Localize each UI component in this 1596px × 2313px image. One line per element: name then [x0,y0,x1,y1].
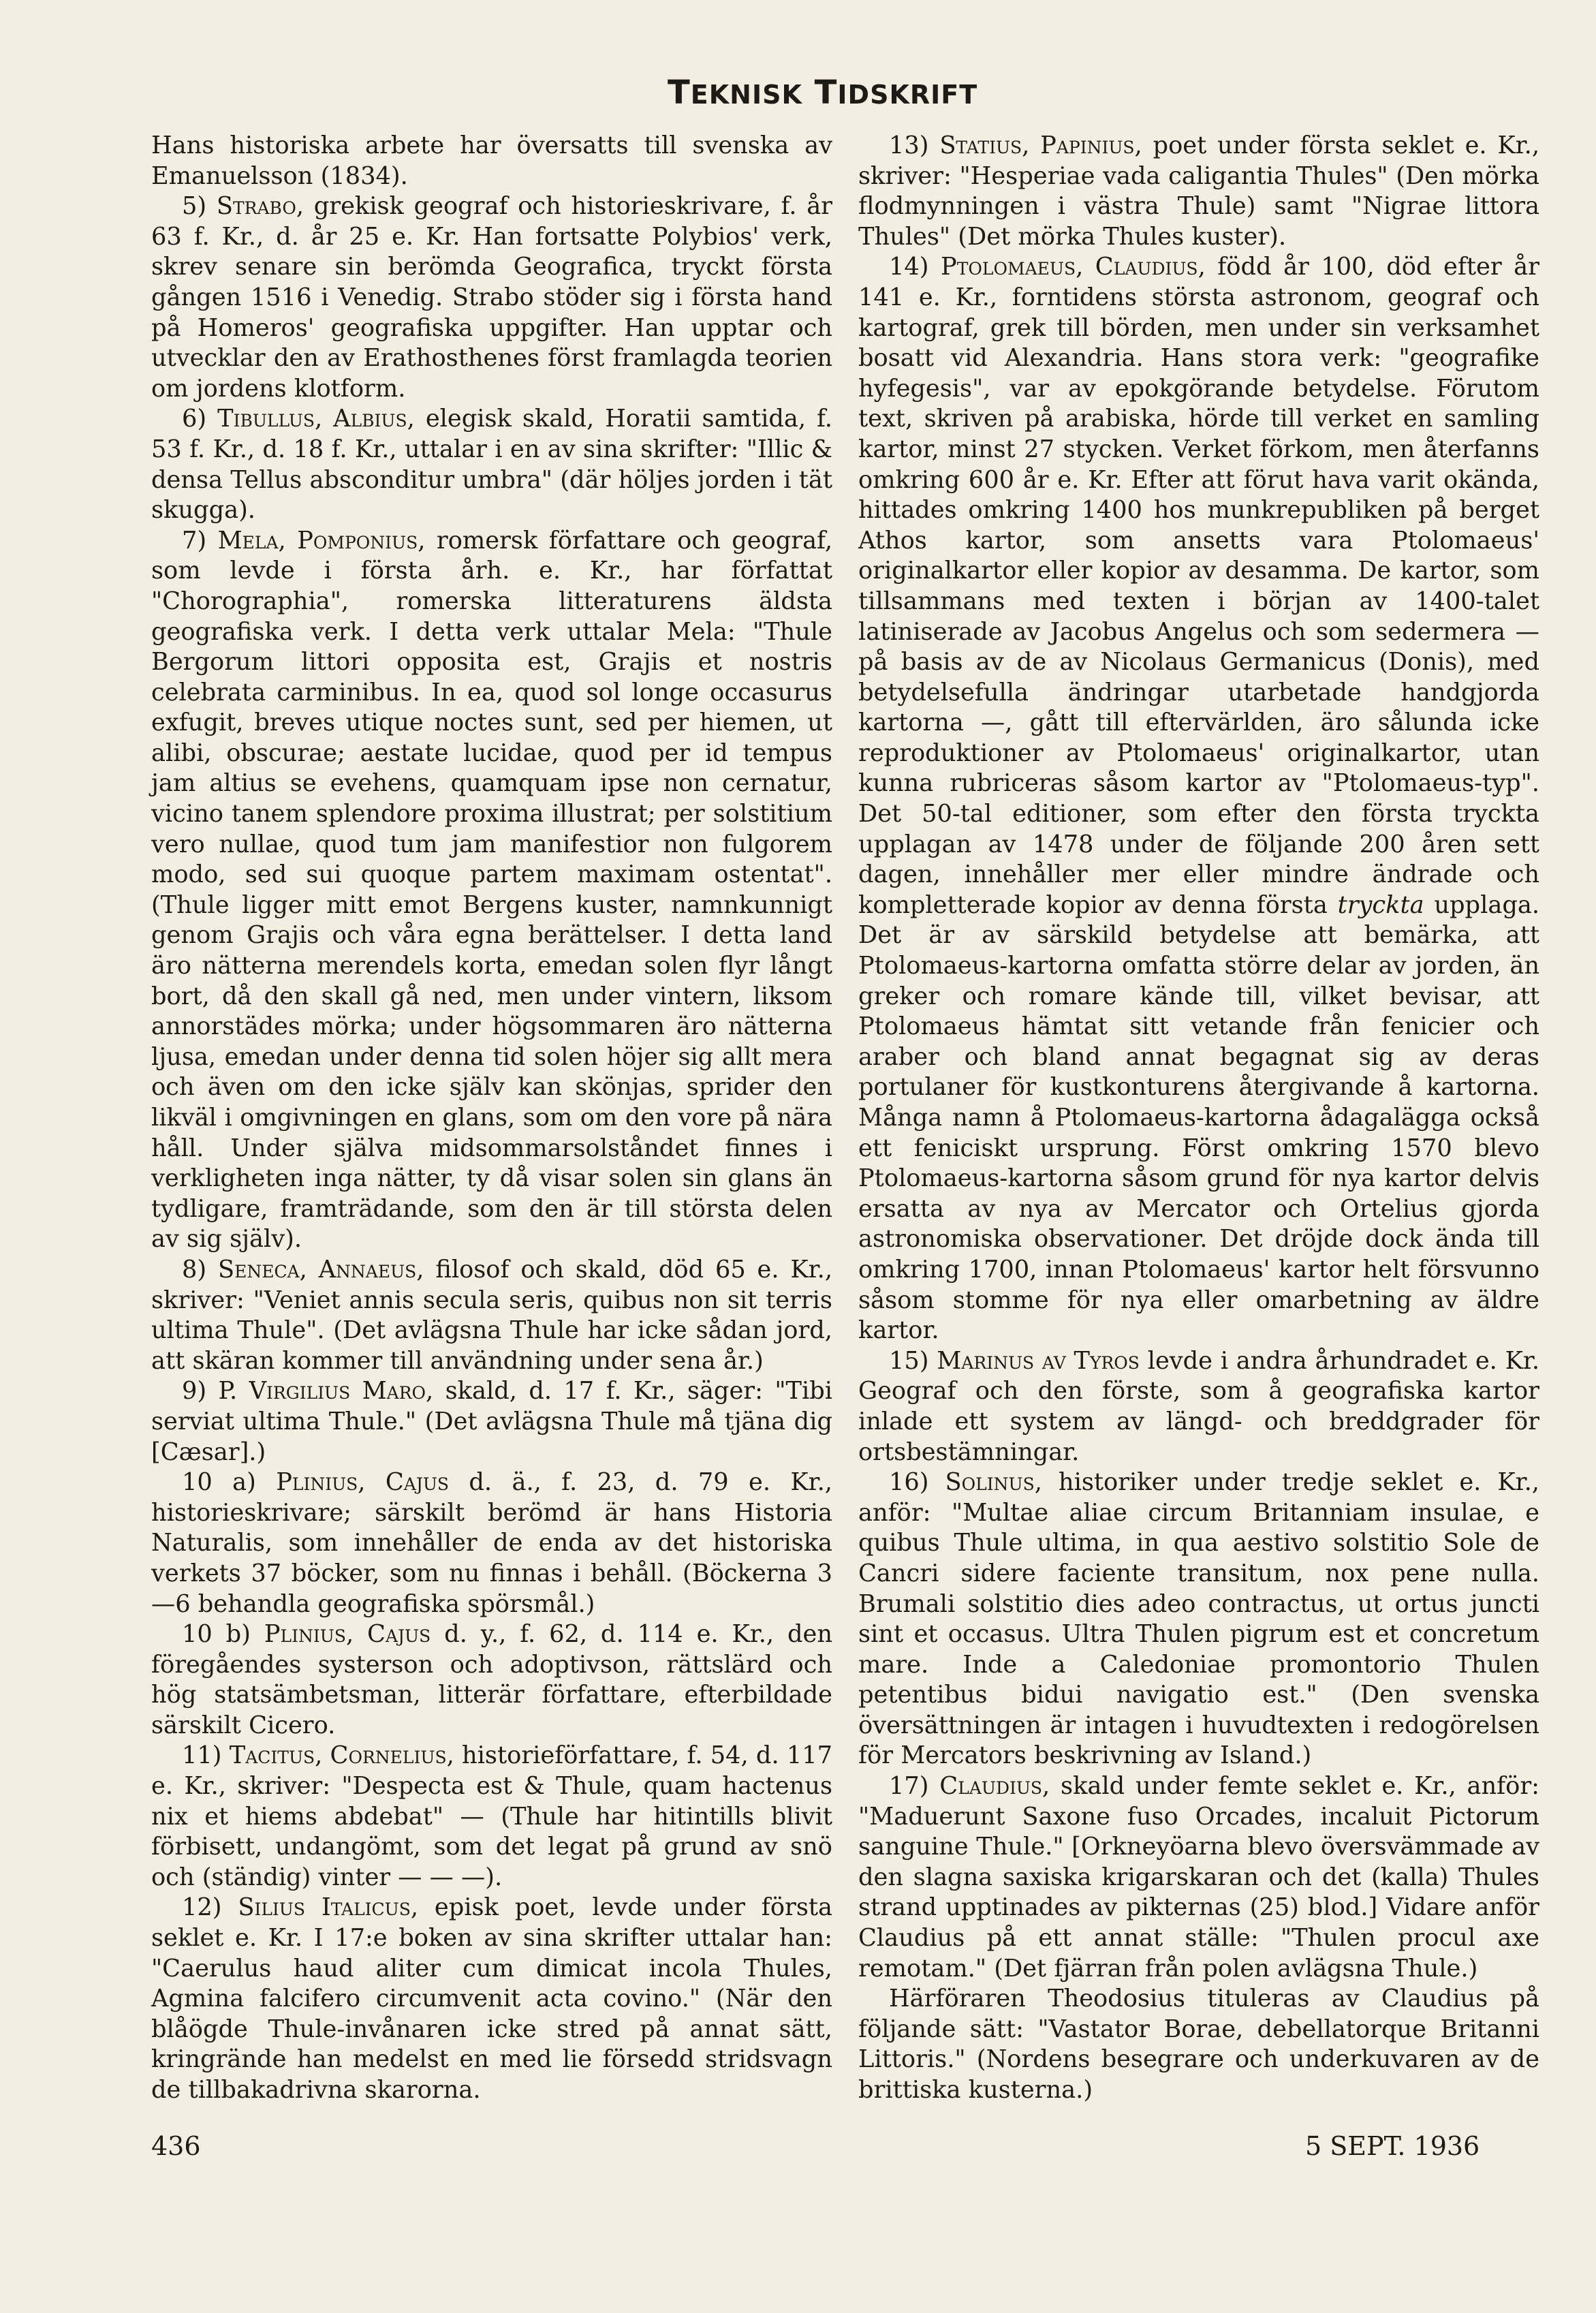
text-run: 15) [889,1346,929,1375]
journal-masthead [668,74,977,112]
text-run: d. ä., f. 23, d. 79 e. Kr., historieskrivare; särskilt berömd är hans Historia Naturalis, som innehåller de enda av det historiska verkets 37 böcker, som nu finnas i behåll. (Böckerna 3—6 behandla geografiska spörsmål.) [151,1468,832,1618]
entry-name: Strabo, [216,192,304,221]
paragraph-continued: Hans historiska arbete har översatts till svenska av Emanuelsson (1834). [151,131,832,190]
entry-name: Virgilius Maro, [249,1377,434,1406]
issue-date: 5 SEPT. 1936 [1305,2131,1480,2161]
text-run: 10 b) [182,1620,251,1649]
entry-name: Solinus, [945,1468,1042,1497]
text-run: poet under första seklet e. Kr., skriver: "Hesperiae vada caligantia Thules" (Den mörka flodmynningen i västra Thule) samt "Nigrae littora Thules" (Det mörka Thules kuster). [858,131,1540,251]
text-run: historieförfattare, f. 54, d. 117 e. Kr., skriver: "Despecta est & Thule, quam hactenus nix et hiems abdebat" — (Thule har hitintills blivit förbisett, undangömt, som det legat på grund av snö och (ständig) vinter — — —). [151,1741,833,1891]
entry-name: Silius Italicus, [238,1893,419,1922]
entry-plinius-elder [151,1468,832,1619]
text-run: grekisk geograf och historieskrivare, f. år 63 f. Kr., d. år 25 e. Kr. Han fortsatte Polybios' verk, skrev senare sin berömda Geografica, tryckt första gången 1516 i Venedig. Strabo stöder sig i första hand på Homeros' geografiska uppgifter. Han upptar och utvecklar den av Erathosthenes först framlagda teorien om jordens klotform. [151,192,832,403]
text-run: 7) [182,526,207,555]
text-run: d. y., f. 62, d. 114 e. Kr., den föregåendes systerson och adoptivson, rättslärd och hög statsämbetsman, litterär författare, efterbildade särskilt Cicero. [151,1620,833,1739]
entry-mela [151,526,832,1255]
entry-tibullus [151,404,832,525]
entry-strabo [151,191,832,404]
text-run: född år 100, död efter år 141 e. Kr., forntidens största astronom, geograf och kartograf, grek till börden, men under sin verksamhet bosatt vid Alexandria. Hans stora verk: "geografike hyfegesis", var av epokgörande betydelse. Förutom text, skriven på arabiska, hörde till verket en samling kartor, minst 27 stycken. Verket förkom, men återfanns omkring 600 år e. Kr. Efter att förut hava varit okända, hittades omkring 1400 hos munkrepubliken på berget Athos kartor, som ansetts vara Ptolomaeus' originalkartor eller kopior av desamma. De kartor, som tillsammans med texten i början av 1400-talet latiniserade av Jacobus Angelus och som sedermera — på basis av de av Nicolaus Germanicus (Donis), med betydelsefulla ändringar utarbetade handgjorda kartorna —, gått till eftervärlden, äro sålunda icke reproduktioner av Ptolomaeus' originalkartor, utan kunna rubriceras såsom kartor av "Ptolomaeus-typ". Det 50-tal editioner, som efter den första tryckta upplagan av 1478 under de följande 200 åren sett dagen, innehåller mer eller mindre ändrade och kompletterade kopior av denna första [858,253,1539,919]
right-column [858,131,1539,2106]
text-run: elegisk skald, Horatii samtida, f. 53 f. Kr., d. 18 f. Kr., uttalar i en av sina skrifter: "Illic & densa Tellus absconditur umbra" (där höljes jorden i tät skugga). [151,405,832,525]
text-run: 6) [182,405,207,433]
entry-statius [858,131,1539,252]
entry-marinus [858,1346,1539,1468]
text-run: 13) [889,131,929,159]
text-run: 8) [182,1255,207,1284]
masthead-small: IDSKRIFT [837,80,978,110]
text-run: 9) P. [182,1377,238,1406]
text-run: romersk författare och geograf, som levde i första årh. e. Kr., har författat "Chorographia", romerska litteraturens äldsta geografiska verk. I detta verk uttalar Mela: "Thule Bergorum littori opposita est, Grajis et nostris celebrata carminibus. In ea, quod sol longe occasurus exfugit, breves utique noctes sunt, sed per hiemen, ut alibi, obscurae; aestate lucidae, quod per id tempus jam altius se evehens, quamquam ipse non cernatur, vicino tanem splendore proxima illustrat; per solstitium vero nullae, quod tum jam manifestior non fulgorem modo, sed sui quoque partem maximam ostentat". (Thule ligger mitt emot Bergens kuster, namnkunnigt genom Grajis och våra egna berättelser. I detta land äro nätterna merendels korta, emedan solen flyr långt bort, då den skall gå ned, men under vintern, liksom annorstädes mörka; under högsommaren äro nätterna ljusa, emedan under denna tid solen höjer sig allt mera och även om den icke själv kan skönjas, sprider den likväl i omgivningen en glans, som om den vore på nära håll. Under själva midsommarsolståndet finnes i verkligheten inga nätter, ty då visar solen sin glans än tydligare, framträdande, som den är till största delen av sig själv). [151,526,833,1254]
entry-name: Claudius, [939,1772,1050,1801]
entry-ptolomaeus [858,252,1539,1346]
entry-name: Ptolomaeus, Claudius, [941,253,1206,281]
text-run: episk poet, levde under första seklet e. Kr. I 17:e boken av sina skrifter uttalar han: "Caerulus haud aliter cum dimicat incola Thules, Agmina falcifero circumvenit acta covino." (När den blåögde Thule-invånaren icke stred på annat sätt, kringrände han medelst en med lie försedd stridsvagn de tillbakadrivna skarorna. [151,1893,833,2104]
text-run: historiker under tredje seklet e. Kr., anför: "Multae aliae circum Britanniam insulae, e quibus Thule ultima, in qua aestivo solstitio Sole de Cancri sidere faciente transitum, nox pene nulla. Brumali solstitio dies adeo contractus, ut ortus juncti sint et occasus. Ultra Thulen pigrum est et concretum mare. Inde a Caledoniae promontorio Thulen petentibus bidui navigatio est." (Den svenska översättningen är intagen i huvudtexten i redogörelsen för Mercators beskrivning av Island.) [858,1468,1539,1770]
entry-silius [151,1893,832,2105]
entry-name: Tibullus, Albius, [217,405,415,433]
entry-virgilius [151,1376,832,1468]
entry-solinus [858,1468,1539,1771]
masthead-cap: T [668,74,691,112]
text-run: 10 a) [182,1468,256,1497]
masthead-small: EKNISK [690,80,802,110]
text-run: levde i andra århundradet e. Kr. Geograf och den förste, som å geografiska kartor inlade ett system av längd- och breddgrader för ortsbestämningar. [858,1346,1540,1466]
paragraph-theodosius: Härföraren Theodosius tituleras av Claudius på följande sätt: "Vastator Borae, debellatorque Britanni Littoris." (Nordens besegrare och underkuvaren av de brittiska kusterna.) [858,1985,1539,2104]
masthead-cap: T [814,74,838,112]
entry-seneca [151,1255,832,1376]
left-column [151,131,832,2106]
entry-name: Marinus av Tyros [937,1346,1140,1375]
entry-name: Tacitus, Cornelius, [229,1741,454,1770]
entry-name: Seneca, Annaeus, [217,1255,424,1284]
emphasis-tryckta: tryckta [1337,890,1424,919]
entry-name: Statius, Papinius, [939,131,1142,159]
entry-claudius [858,1771,1539,1984]
entry-name: Mela, Pomponius, [217,526,426,555]
text-run: skald, d. 17 f. Kr., säger: "Tibi serviat ultima Thule." (Det avlägsna Thule må tjäna dig [Cæsar].) [151,1377,833,1466]
text-run: 16) [889,1468,929,1497]
text-run: 11) [182,1741,222,1770]
text-run: upplaga. Det är av särskild betydelse att bemärka, att Ptolomaeus-kartorna omfatta större delar av jorden, än greker och romare kände till, vilket bevisar, att Ptolomaeus hämtat sitt vetande från fenicier och araber och bland annat begagnat sig av deras portulaner för kustkonturens återgivande å kartorna. Många namn å Ptolomaeus-kartorna ådagalägga också ett feniciskt ursprung. Först omkring 1570 blevo Ptolomaeus-kartorna såsom grund för nya kartor delvis ersatta av nya av Mercator och Ortelius gjorda astronomiska observationer. Det dröjde dock ända till omkring 1700, innan Ptolomaeus' kartor helt försvunno såsom stomme för nya eller omarbetning av äldre kartor. [858,890,1540,1345]
text-run: skald under femte seklet e. Kr., anför: "Maduerunt Saxone fuso Orcades, incaluit Pictorum sanguine Thule." [Orkneyöarna blevo översvämmade av den slagna saxiska krigarskaran och det (kalla) Thules strand upptinades av pikternas (25) blod.] Vidare anför Claudius på ett annat ställe: "Thulen procul axe remotam." (Det fjärran från polen avlägsna Thule.) [858,1772,1540,1983]
text-run: 17) [889,1772,929,1801]
entry-name: Plinius, Cajus [264,1620,431,1649]
page-number: 436 [151,2131,201,2161]
entry-plinius-younger [151,1619,832,1741]
entry-tacitus [151,1741,832,1893]
text-run: 14) [889,253,929,281]
entry-name: Plinius, Cajus [276,1468,450,1497]
text-run: 12) [182,1893,222,1922]
text-run: 5) [182,192,207,221]
text-run: filosof och skald, död 65 e. Kr., skriver: "Veniet annis secula seris, quibus non sit terris ultima Thule". (Det avlägsna Thule har icke sådan jord, att skäran kommer till användning under sena år.) [151,1255,833,1375]
